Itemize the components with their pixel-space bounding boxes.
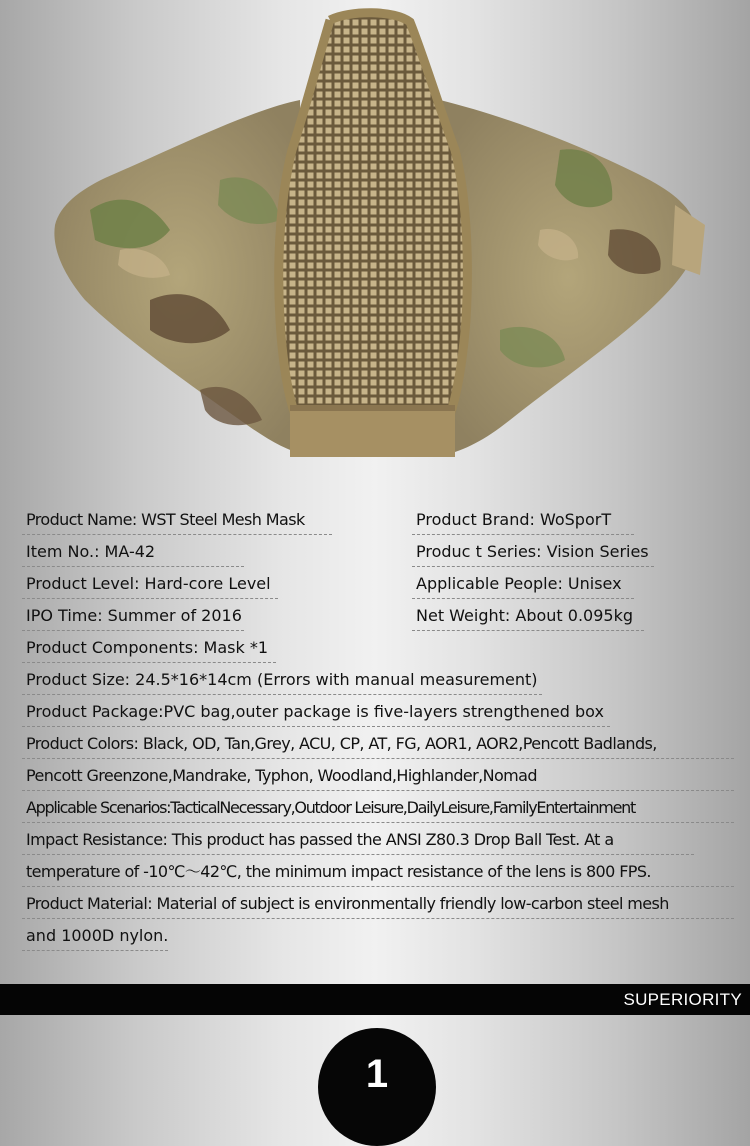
- spec-scenarios: Applicable Scenarios:TacticalNecessary,Outdoor Leisure,DailyLeisure,FamilyEntertainment: [22, 794, 734, 823]
- spec-product-level: Product Level: Hard-core Level: [22, 570, 278, 599]
- spec-product-name: Product Name: WST Steel Mesh Mask: [22, 506, 332, 535]
- spec-impact-line-1: Impact Resistance: This product has passed the ANSI Z80.3 Drop Ball Test. At a: [22, 826, 694, 855]
- badge-number: 1: [365, 1052, 389, 1096]
- spec-package: Product Package:PVC bag,outer package is five-layers strengthened box: [22, 698, 610, 727]
- spec-size: Product Size: 24.5*16*14cm (Errors with manual measurement): [22, 666, 542, 695]
- spec-colors-line-2: Pencott Greenzone,Mandrake, Typhon, Woodland,Highlander,Nomad: [22, 762, 734, 791]
- product-image: [0, 0, 750, 500]
- spec-applicable-people: Applicable People: Unisex: [412, 570, 634, 599]
- spec-impact-line-2: temperature of -10℃～42℃, the minimum impact resistance of the lens is 800 FPS.: [22, 858, 734, 887]
- spec-material-line-1: Product Material: Material of subject is environmentally friendly low-carbon steel mesh: [22, 890, 734, 919]
- mesh-mask-illustration: [0, 0, 750, 500]
- section-number-badge: [318, 1028, 436, 1146]
- spec-net-weight: Net Weight: About 0.095kg: [412, 602, 644, 631]
- spec-components: Product Components: Mask *1: [22, 634, 276, 663]
- section-header-bar: [0, 984, 750, 1015]
- section-title: SUPERIORITY: [623, 990, 742, 1009]
- spec-product-series: Produc t Series: Vision Series: [412, 538, 654, 567]
- spec-ipo-time: IPO Time: Summer of 2016: [22, 602, 244, 631]
- spec-colors-line-1: Product Colors: Black, OD, Tan,Grey, ACU, CP, AT, FG, AOR1, AOR2,Pencott Badlands,: [22, 730, 734, 759]
- spec-item-no: Item No.: MA-42: [22, 538, 244, 567]
- spec-material-line-2: and 1000D nylon.: [22, 922, 168, 951]
- spec-product-brand: Product Brand: WoSporT: [412, 506, 634, 535]
